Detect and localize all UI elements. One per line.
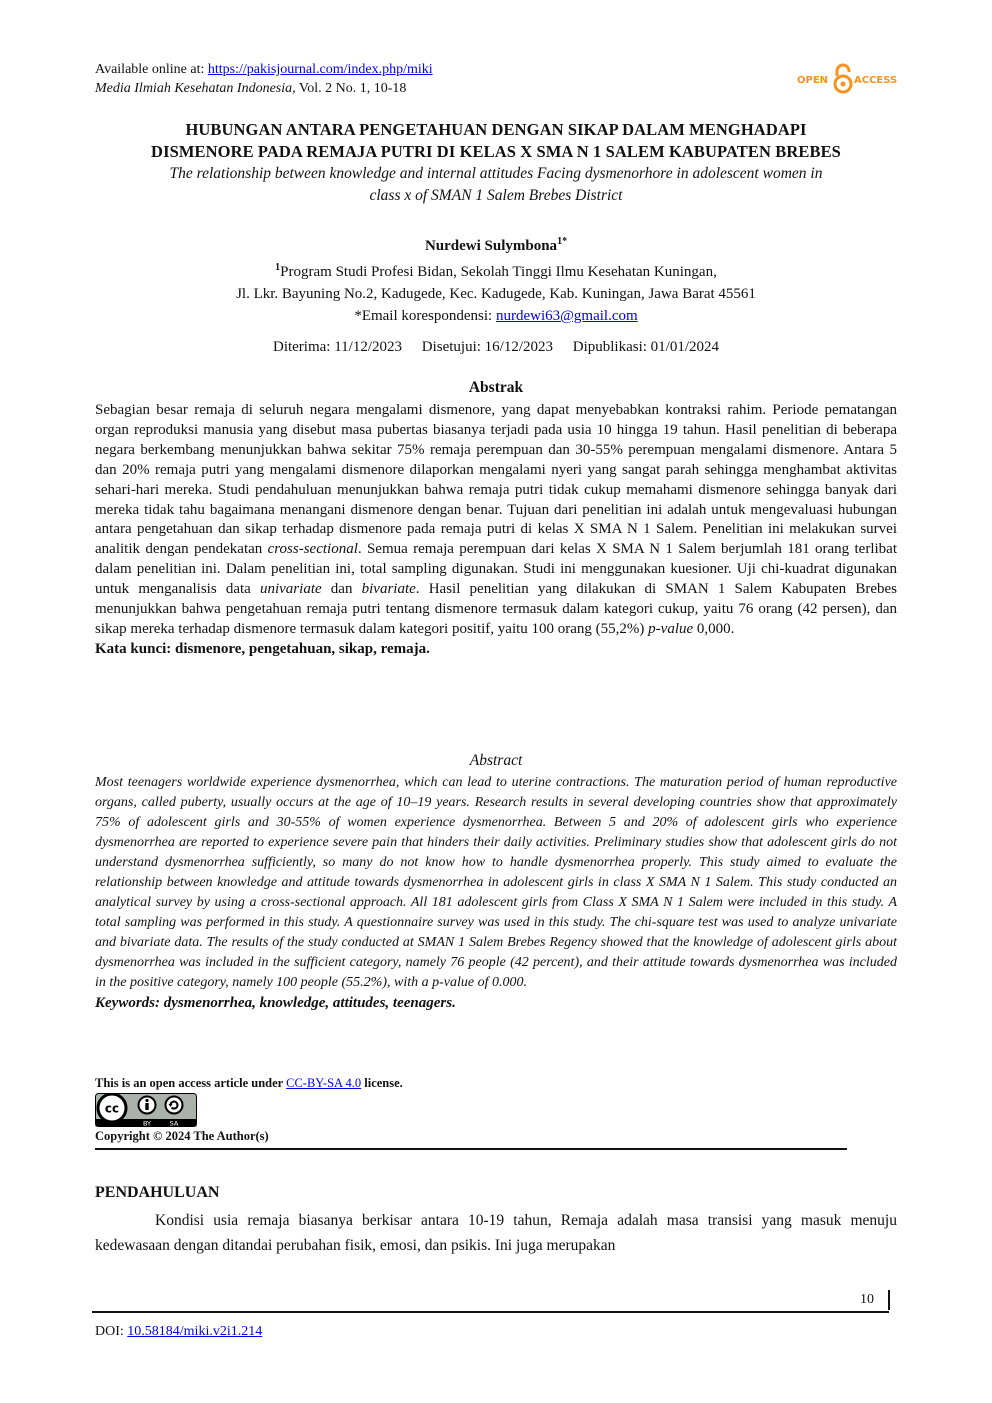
email-label: *Email korespondensi: [354, 308, 496, 324]
intro-paragraph: Kondisi usia remaja biasanya berkisar antara 10-19 tahun, Remaja adalah masa transisi yang masuk menuju kedewasaan dengan ditandai perubahan fisik, emosi, dan psikis. Ini juga merupakan [95, 1212, 897, 1254]
english-title-line-2: class x of SMAN 1 Salem Brebes District [369, 187, 623, 204]
doi-line [95, 1324, 262, 1340]
page-number: 10 [860, 1292, 874, 1307]
share-alike-icon [166, 1097, 183, 1114]
journal-url-link[interactable]: https://pakisjournal.com/index.php/miki [207, 62, 433, 77]
date-accepted: Disetujui: 16/12/2023 [421, 339, 553, 355]
abstrak-keywords-label: Kata kunci: [95, 640, 176, 657]
journal-issue: Vol. 2 No. 1, 10-18 [295, 81, 407, 96]
abstrak-keywords [95, 640, 897, 660]
attribution-icon [139, 1097, 156, 1114]
abstrak-keywords-list: dismenore, pengetahuan, sikap, remaja. [175, 640, 430, 657]
abstrak-text-4: . Hasil penelitian yang dilakukan di SMAN 1 Salem Kabupaten Brebes menunjukkan bahwa pengetahuan remaja putri tentang dismenore termasuk dalam kategori cukup, yaitu 76 orang (42 persen), dan sikap mereka terhadap dismenore termasuk dalam kategori positif, yaitu 100 orang (55,2%) [95, 581, 897, 637]
abstract-keywords-list: dysmenorrhea, knowledge, attitudes, teenagers. [163, 995, 456, 1011]
abstract-text: Most teenagers worldwide experience dysmenorrhea, which can lead to uterine contractions. The maturation period of human reproductive organs, called puberty, usually occurs at the age of 10–19 years. Research results in several developing countries show that approximately 75% of adolescent girls and 30-55% of women experience dysmenorrhea. Between 5 and 20% of adolescent girls who experience dysmenorrhea are reported to experience severe pain that hinders their daily activities. Preliminary studies show that adolescent girls do not understand dysmenorrhea sufficiently, so many do not know how to handle dysmenorrhea properly. This study aimed to evaluate the relationship between knowledge and attitude towards dysmenorrhea in adolescent girls in class X SMA N 1 Salem. This study conducted an analytical survey by using a cross-sectional approach. All 181 adolescent girls from Class X SMA N 1 Salem were included in this study. A total sampling was performed in this study. A questionnaire survey was used in this study. The chi-square test was used to analyze univariate and bivariate data. The results of the study conducted at SMAN 1 Salem Brebes Regency showed that the knowledge of adolescent girls about dysmenorrhea was included in the sufficient category, namely 76 people (42 percent), and their attitude towards dysmenorrhea was included in the positive category, namely 100 people (55.2%), with a p-value of 0.000. [95, 775, 897, 990]
abstrak-text-2: . Semua remaja perempuan dari kelas X SMA N 1 Salem berjumlah 181 orang terlibat dalam penelitian ini. Dalam penelitian ini, total sampling digunakan. Studi ini menggunakan kuesioner. Uji chi-kuadrat digunakan untuk menganalisis data [95, 541, 897, 598]
cc-icon-text: cc [104, 1101, 120, 1116]
open-access-right-text: ACCESS [854, 75, 898, 86]
available-label: Available online at: [95, 62, 208, 77]
article-title-line-1: HUBUNGAN ANTARA PENGETAHUAN DENGAN SIKAP DALAM MENGHADAPI [185, 120, 807, 139]
cc-by-sa-badge[interactable] [95, 1093, 197, 1127]
article-dates [150, 339, 842, 356]
affiliation-mark: 1 [275, 262, 281, 273]
section-divider [95, 1148, 847, 1150]
citation-line [95, 79, 433, 98]
affiliation-line-1 [150, 257, 842, 283]
license-prefix: This is an open access article under [95, 1076, 287, 1090]
journal-name: Media Ilmiah Kesehatan Indonesia, [95, 81, 296, 96]
abstrak-text-3: dan [321, 581, 362, 598]
email-line [150, 305, 842, 327]
affiliation-text: Program Studi Profesi Bidan, Sekolah Tinggi Ilmu Kesehatan Kuningan, [280, 264, 717, 280]
author-name: Nurdewi Sulymbona [424, 238, 558, 254]
availability-line [95, 60, 433, 79]
article-title-line-2: DISMENORE PADA REMAJA PUTRI DI KELAS X SMA N 1 SALEM KABUPATEN BREBES [151, 142, 841, 161]
abstrak-text-5: 0,000. [693, 620, 735, 637]
doi-label: DOI: [95, 1324, 128, 1339]
license-line [95, 1076, 403, 1091]
copyright-notice: Copyright © 2024 The Author(s) [95, 1129, 269, 1143]
open-access-logo [797, 63, 902, 95]
abstrak-term-univariate: univariate [259, 581, 322, 598]
abstrak-text-1: Sebagian besar remaja di seluruh negara mengalami dismenore, yang dapat menyebabkan kontraksi rahim. Periode pematangan organ reproduksi manusia yang disebut masa pubertas biasanya terjadi pada usia 10 hingga 19 tahun. Hasil penelitian di beberapa negara berkembang menunjukkan bahwa sekitar 75% remaja perempuan dan 30-55% perempuan mengalami dismenore. Antara 5 dan 20% remaja putri yang mengalami dismenore dilaporkan mengalami nyeri yang sangat parah sehingga menghambat aktivitas sehari-hari mereka. Studi pendahuluan menunjukkan bahwa remaja putri tidak cukup memahami dismenore sehingga banyak dari mereka tidak tahu bagaimana menangani dismenore dengan benar. Tujuan dari penelitian ini adalah untuk mengevaluasi hubungan antara pengetahuan dan sikap terhadap dismenore pada remaja putri di kelas X SMA N 1 Salem. Penelitian ini melakukan survei analitik dengan pendekatan [95, 402, 897, 558]
abstrak-term-cross-sectional: cross-sectional [267, 541, 358, 558]
page-number-bar [888, 1290, 890, 1310]
abstract-keywords-label: Keywords: [95, 995, 164, 1011]
abstrak-heading: Abstrak [468, 379, 524, 396]
date-received: Diterima: 11/12/2023 [272, 339, 402, 355]
open-lock-icon [835, 65, 851, 92]
affiliation-line-2: Jl. Lkr. Bayuning No.2, Kadugede, Kec. Kadugede, Kab. Kuningan, Jawa Barat 45561 [236, 286, 756, 302]
footer-divider [92, 1311, 889, 1313]
author-block [150, 231, 842, 327]
license-link[interactable]: CC-BY-SA 4.0 [286, 1076, 362, 1090]
title-block [90, 119, 902, 207]
abstrak-term-bivariate: bivariate [361, 581, 416, 598]
sa-label: SA [169, 1119, 179, 1127]
journal-header [95, 60, 433, 98]
abstract-keywords [95, 993, 897, 1013]
date-published: Dipublikasi: 01/01/2024 [572, 339, 719, 355]
abstrak-body [95, 401, 897, 660]
by-label: BY [142, 1119, 152, 1127]
email-link[interactable]: nurdewi63@gmail.com [495, 308, 638, 324]
abstract-heading: Abstract [469, 752, 523, 769]
doi-link[interactable]: 10.58184/miki.v2i1.214 [127, 1324, 263, 1339]
cc-icon [98, 1094, 126, 1122]
section-heading-pendahuluan: PENDAHULUAN [95, 1184, 220, 1201]
author-line [150, 231, 842, 257]
author-marks: 1* [557, 236, 568, 247]
abstrak-term-pvalue: p-value [648, 620, 694, 637]
abstract-body [95, 773, 897, 1013]
english-title-line-1: The relationship between knowledge and internal attitudes Facing dysmenorhore in adolescent women in [169, 165, 823, 182]
license-suffix: license. [361, 1076, 403, 1090]
open-access-left-text: OPEN [797, 75, 829, 86]
